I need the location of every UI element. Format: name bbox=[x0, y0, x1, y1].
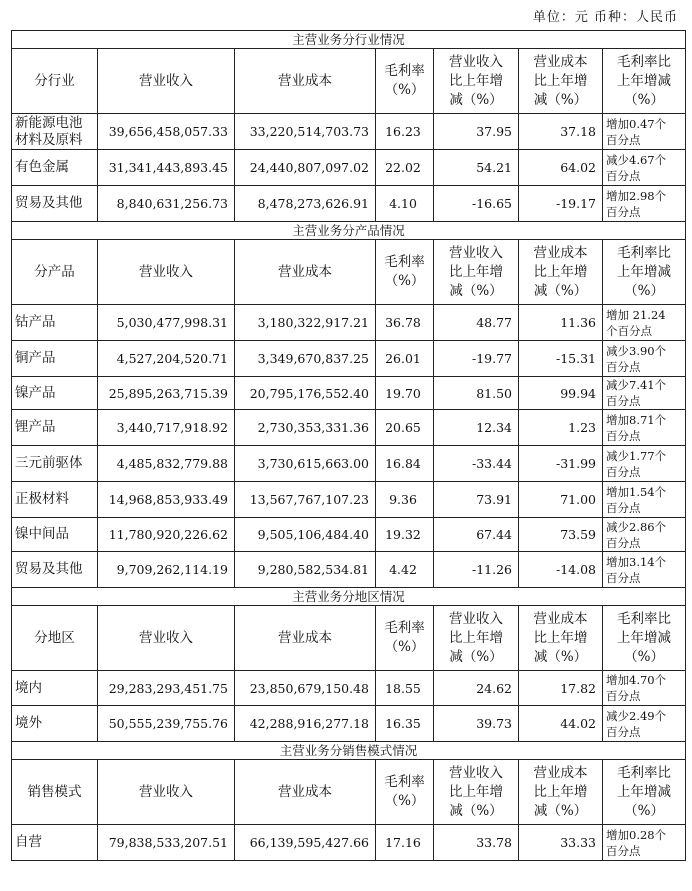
table-row bbox=[12, 186, 686, 222]
header-cost: 营业成本 bbox=[235, 49, 376, 114]
header-cost: 营业成本 bbox=[235, 760, 376, 825]
revenue-value: 39,656,458,057.33 bbox=[98, 114, 235, 150]
row-name: 镍中间品 bbox=[12, 518, 98, 552]
row-name: 境内 bbox=[12, 671, 98, 706]
row-name: 贸易及其他 bbox=[12, 186, 98, 222]
revenue-value: 79,838,533,207.51 bbox=[98, 825, 235, 861]
revenue-value: 4,527,204,520.71 bbox=[98, 341, 235, 377]
cost-yoy-value: 33.33 bbox=[519, 825, 603, 861]
revenue-yoy-value: 24.62 bbox=[434, 671, 519, 706]
header-margin-change: 毛利率比 上年增减 （%） bbox=[603, 49, 686, 114]
margin-change-value: 增加 21.24 个百分点 bbox=[603, 305, 686, 341]
header-cost-yoy: 营业成本 比上年增 减（%） bbox=[519, 240, 603, 305]
gross-margin-value: 19.32 bbox=[376, 518, 434, 552]
margin-change-value: 增加1.54个 百分点 bbox=[603, 482, 686, 518]
margin-change-value: 增加2.98个 百分点 bbox=[603, 186, 686, 222]
margin-change-value: 增加3.14个 百分点 bbox=[603, 552, 686, 588]
revenue-yoy-value: 48.77 bbox=[434, 305, 519, 341]
margin-change-value: 减少2.49个 百分点 bbox=[603, 706, 686, 742]
table-row bbox=[12, 706, 686, 742]
cost-yoy-value: 1.23 bbox=[519, 410, 603, 446]
header-revenue: 营业收入 bbox=[98, 240, 235, 305]
revenue-yoy-value: 81.50 bbox=[434, 377, 519, 410]
gross-margin-value: 22.02 bbox=[376, 150, 434, 186]
row-name: 境外 bbox=[12, 706, 98, 742]
header-cost: 营业成本 bbox=[235, 240, 376, 305]
cost-value: 3,180,322,917.21 bbox=[235, 305, 376, 341]
header-cost: 营业成本 bbox=[235, 606, 376, 671]
cost-yoy-value: -14.08 bbox=[519, 552, 603, 588]
main-business-table bbox=[11, 30, 686, 861]
row-name: 三元前驱体 bbox=[12, 446, 98, 482]
header-gross-margin: 毛利率 （%） bbox=[376, 606, 434, 671]
header-row bbox=[12, 606, 686, 671]
margin-change-value: 增加0.28个 百分点 bbox=[603, 825, 686, 861]
header-revenue-yoy: 营业收入 比上年增 减（%） bbox=[434, 760, 519, 825]
revenue-value: 50,555,239,755.76 bbox=[98, 706, 235, 742]
margin-change-value: 减少1.77个 百分点 bbox=[603, 446, 686, 482]
revenue-yoy-value: 67.44 bbox=[434, 518, 519, 552]
header-revenue-yoy: 营业收入 比上年增 减（%） bbox=[434, 49, 519, 114]
table-row bbox=[12, 825, 686, 861]
margin-change-value: 增加4.70个 百分点 bbox=[603, 671, 686, 706]
row-name: 镍产品 bbox=[12, 377, 98, 410]
section-title: 主营业务分地区情况 bbox=[12, 588, 686, 606]
row-name: 钴产品 bbox=[12, 305, 98, 341]
cost-value: 3,730,615,663.00 bbox=[235, 446, 376, 482]
header-margin-change: 毛利率比 上年增减 （%） bbox=[603, 760, 686, 825]
gross-margin-value: 16.35 bbox=[376, 706, 434, 742]
revenue-value: 8,840,631,256.73 bbox=[98, 186, 235, 222]
header-gross-margin: 毛利率 （%） bbox=[376, 760, 434, 825]
cost-value: 23,850,679,150.48 bbox=[235, 671, 376, 706]
cost-yoy-value: -15.31 bbox=[519, 341, 603, 377]
gross-margin-value: 20.65 bbox=[376, 410, 434, 446]
revenue-value: 31,341,443,893.45 bbox=[98, 150, 235, 186]
table-row bbox=[12, 377, 686, 410]
header-category: 分地区 bbox=[12, 606, 98, 671]
revenue-value: 5,030,477,998.31 bbox=[98, 305, 235, 341]
cost-yoy-value: -31.99 bbox=[519, 446, 603, 482]
revenue-value: 25,895,263,715.39 bbox=[98, 377, 235, 410]
header-cost-yoy: 营业成本 比上年增 减（%） bbox=[519, 606, 603, 671]
table-row bbox=[12, 552, 686, 588]
header-revenue-yoy: 营业收入 比上年增 减（%） bbox=[434, 240, 519, 305]
header-revenue: 营业收入 bbox=[98, 49, 235, 114]
revenue-yoy-value: 54.21 bbox=[434, 150, 519, 186]
cost-value: 24,440,807,097.02 bbox=[235, 150, 376, 186]
cost-yoy-value: -19.17 bbox=[519, 186, 603, 222]
row-name: 锂产品 bbox=[12, 410, 98, 446]
revenue-value: 11,780,920,226.62 bbox=[98, 518, 235, 552]
cost-yoy-value: 64.02 bbox=[519, 150, 603, 186]
margin-change-value: 减少4.67个 百分点 bbox=[603, 150, 686, 186]
header-gross-margin: 毛利率 （%） bbox=[376, 240, 434, 305]
margin-change-value: 增加0.47个 百分点 bbox=[603, 114, 686, 150]
table-body bbox=[12, 31, 686, 861]
table-row bbox=[12, 410, 686, 446]
section-title-row bbox=[12, 222, 686, 240]
table-row bbox=[12, 482, 686, 518]
section-title: 主营业务分销售模式情况 bbox=[12, 742, 686, 760]
cost-yoy-value: 17.82 bbox=[519, 671, 603, 706]
gross-margin-value: 4.10 bbox=[376, 186, 434, 222]
revenue-yoy-value: -19.77 bbox=[434, 341, 519, 377]
table-row bbox=[12, 518, 686, 552]
row-name: 铜产品 bbox=[12, 341, 98, 377]
revenue-yoy-value: 37.95 bbox=[434, 114, 519, 150]
cost-yoy-value: 73.59 bbox=[519, 518, 603, 552]
gross-margin-value: 18.55 bbox=[376, 671, 434, 706]
table-row bbox=[12, 446, 686, 482]
cost-value: 66,139,595,427.66 bbox=[235, 825, 376, 861]
margin-change-value: 增加8.71个 百分点 bbox=[603, 410, 686, 446]
cost-value: 8,478,273,626.91 bbox=[235, 186, 376, 222]
revenue-value: 9,709,262,114.19 bbox=[98, 552, 235, 588]
revenue-value: 14,968,853,933.49 bbox=[98, 482, 235, 518]
revenue-yoy-value: 33.78 bbox=[434, 825, 519, 861]
gross-margin-value: 9.36 bbox=[376, 482, 434, 518]
cost-value: 20,795,176,552.40 bbox=[235, 377, 376, 410]
gross-margin-value: 17.16 bbox=[376, 825, 434, 861]
table-row bbox=[12, 150, 686, 186]
cost-yoy-value: 11.36 bbox=[519, 305, 603, 341]
header-category: 销售模式 bbox=[12, 760, 98, 825]
revenue-yoy-value: -16.65 bbox=[434, 186, 519, 222]
section-title: 主营业务分产品情况 bbox=[12, 222, 686, 240]
table-row bbox=[12, 305, 686, 341]
header-margin-change: 毛利率比 上年增减 （%） bbox=[603, 606, 686, 671]
cost-yoy-value: 71.00 bbox=[519, 482, 603, 518]
revenue-yoy-value: -33.44 bbox=[434, 446, 519, 482]
gross-margin-value: 36.78 bbox=[376, 305, 434, 341]
revenue-yoy-value: 73.91 bbox=[434, 482, 519, 518]
gross-margin-value: 4.42 bbox=[376, 552, 434, 588]
header-row bbox=[12, 240, 686, 305]
margin-change-value: 减少7.41个 百分点 bbox=[603, 377, 686, 410]
section-title-row bbox=[12, 588, 686, 606]
margin-change-value: 减少2.86个 百分点 bbox=[603, 518, 686, 552]
cost-value: 9,280,582,534.81 bbox=[235, 552, 376, 588]
revenue-value: 4,485,832,779.88 bbox=[98, 446, 235, 482]
cost-yoy-value: 44.02 bbox=[519, 706, 603, 742]
revenue-value: 3,440,717,918.92 bbox=[98, 410, 235, 446]
table-row bbox=[12, 114, 686, 150]
header-revenue-yoy: 营业收入 比上年增 减（%） bbox=[434, 606, 519, 671]
header-revenue: 营业收入 bbox=[98, 760, 235, 825]
section-title: 主营业务分行业情况 bbox=[12, 31, 686, 49]
revenue-value: 29,283,293,451.75 bbox=[98, 671, 235, 706]
header-gross-margin: 毛利率 （%） bbox=[376, 49, 434, 114]
row-name: 自营 bbox=[12, 825, 98, 861]
cost-value: 3,349,670,837.25 bbox=[235, 341, 376, 377]
header-row bbox=[12, 49, 686, 114]
gross-margin-value: 19.70 bbox=[376, 377, 434, 410]
header-cost-yoy: 营业成本 比上年增 减（%） bbox=[519, 760, 603, 825]
cost-value: 9,505,106,484.40 bbox=[235, 518, 376, 552]
header-category: 分产品 bbox=[12, 240, 98, 305]
revenue-yoy-value: 39.73 bbox=[434, 706, 519, 742]
header-margin-change: 毛利率比 上年增减 （%） bbox=[603, 240, 686, 305]
gross-margin-value: 16.23 bbox=[376, 114, 434, 150]
table-row bbox=[12, 671, 686, 706]
cost-yoy-value: 37.18 bbox=[519, 114, 603, 150]
header-cost-yoy: 营业成本 比上年增 减（%） bbox=[519, 49, 603, 114]
section-title-row bbox=[12, 742, 686, 760]
cost-value: 33,220,514,703.73 bbox=[235, 114, 376, 150]
cost-yoy-value: 99.94 bbox=[519, 377, 603, 410]
cost-value: 2,730,353,331.36 bbox=[235, 410, 376, 446]
row-name: 贸易及其他 bbox=[12, 552, 98, 588]
cost-value: 42,288,916,277.18 bbox=[235, 706, 376, 742]
row-name: 新能源电池 材料及原料 bbox=[12, 114, 98, 150]
gross-margin-value: 16.84 bbox=[376, 446, 434, 482]
section-title-row bbox=[12, 31, 686, 49]
unit-currency-note: 单位：元 币种：人民币 bbox=[532, 10, 678, 25]
header-row bbox=[12, 760, 686, 825]
cost-value: 13,567,767,107.23 bbox=[235, 482, 376, 518]
header-revenue: 营业收入 bbox=[98, 606, 235, 671]
margin-change-value: 减少3.90个 百分点 bbox=[603, 341, 686, 377]
row-name: 有色金属 bbox=[12, 150, 98, 186]
revenue-yoy-value: -11.26 bbox=[434, 552, 519, 588]
table-row bbox=[12, 341, 686, 377]
gross-margin-value: 26.01 bbox=[376, 341, 434, 377]
revenue-yoy-value: 12.34 bbox=[434, 410, 519, 446]
row-name: 正极材料 bbox=[12, 482, 98, 518]
header-category: 分行业 bbox=[12, 49, 98, 114]
